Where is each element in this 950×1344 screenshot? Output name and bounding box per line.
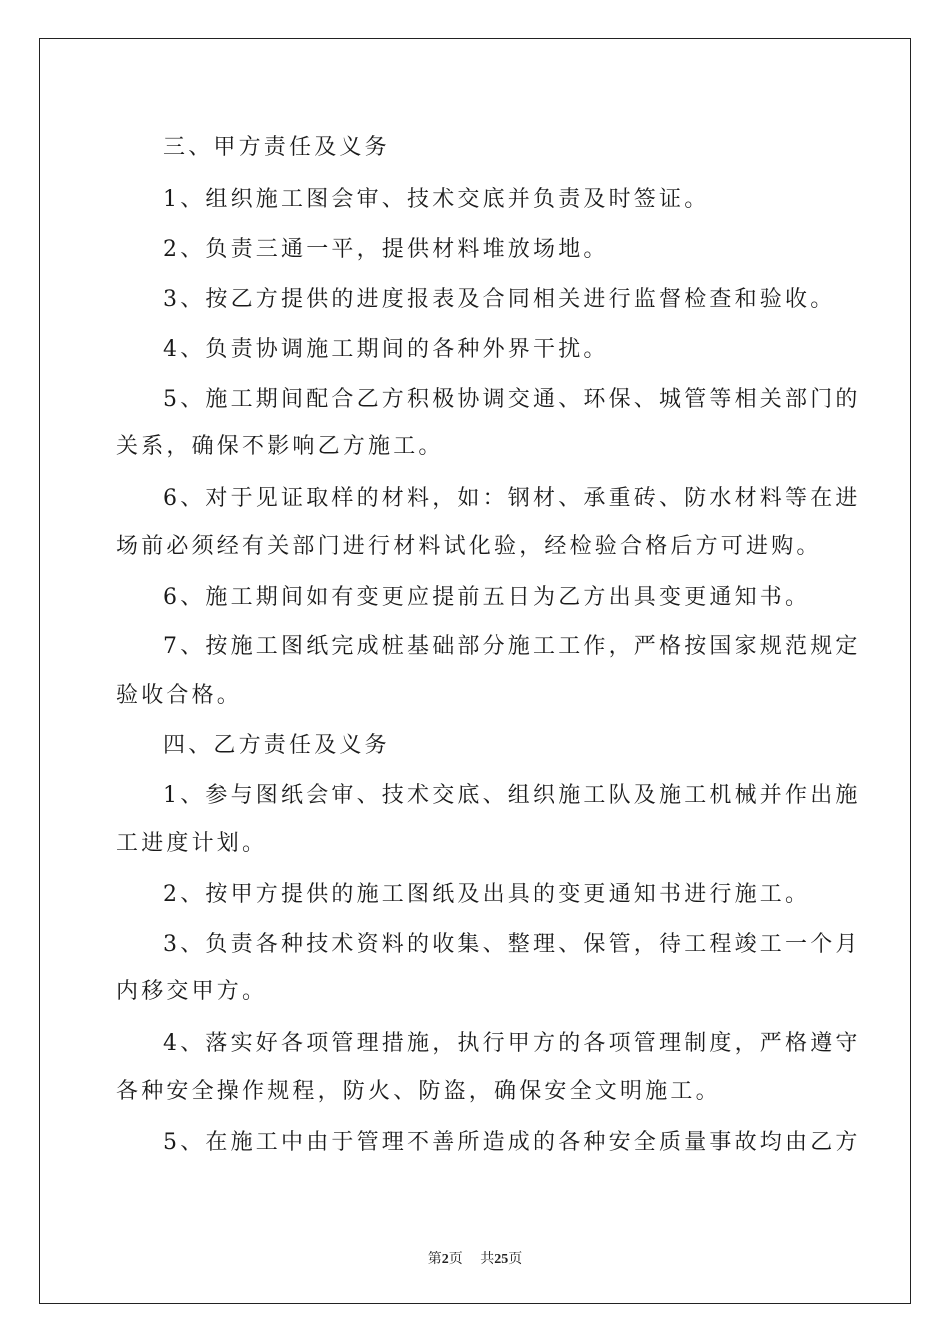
section-heading-party-b: 四、乙方责任及义务 — [163, 733, 390, 758]
text-line: 3、负责各种技术资料的收集、整理、保管，待工程竣工一个月 — [163, 932, 861, 957]
text-line: 4、落实好各项管理措施，执行甲方的各项管理制度，严格遵守 — [163, 1031, 861, 1056]
text-line: 5、在施工中由于管理不善所造成的各种安全质量事故均由乙方 — [163, 1130, 861, 1155]
text-line: 5、施工期间配合乙方积极协调交通、环保、城管等相关部门的 — [163, 387, 861, 412]
page-indicator: 第2页 — [427, 1252, 463, 1267]
text-line: 4、负责协调施工期间的各种外界干扰。 — [163, 337, 609, 362]
text-line: 各种安全操作规程，防火、防盗，确保安全文明施工。 — [116, 1079, 721, 1104]
text-line: 7、按施工图纸完成桩基础部分施工工作，严格按国家规范规定 — [163, 634, 861, 659]
page-footer — [0, 1248, 950, 1268]
text-line: 1、组织施工图会审、技术交底并负责及时签证。 — [163, 187, 710, 212]
total-pages-indicator: 共25页 — [480, 1252, 523, 1267]
text-line: 1、参与图纸会审、技术交底、组织施工队及施工机械并作出施 — [163, 783, 861, 808]
text-line: 验收合格。 — [116, 683, 243, 708]
text-line: 3、按乙方提供的进度报表及合同相关进行监督检查和验收。 — [163, 287, 836, 312]
text-line: 场前必须经有关部门进行材料试化验，经检验合格后方可进购。 — [116, 534, 822, 559]
text-line: 6、对于见证取样的材料，如：钢材、承重砖、防水材料等在进 — [163, 486, 861, 511]
text-line: 2、负责三通一平，提供材料堆放场地。 — [163, 237, 609, 262]
text-line: 内移交甲方。 — [116, 979, 268, 1004]
text-line: 工进度计划。 — [116, 831, 268, 856]
text-line: 2、按甲方提供的施工图纸及出具的变更通知书进行施工。 — [163, 882, 811, 907]
text-line: 6、施工期间如有变更应提前五日为乙方出具变更通知书。 — [163, 585, 811, 610]
section-heading-party-a: 三、甲方责任及义务 — [163, 135, 390, 160]
text-line: 关系，确保不影响乙方施工。 — [116, 434, 444, 459]
